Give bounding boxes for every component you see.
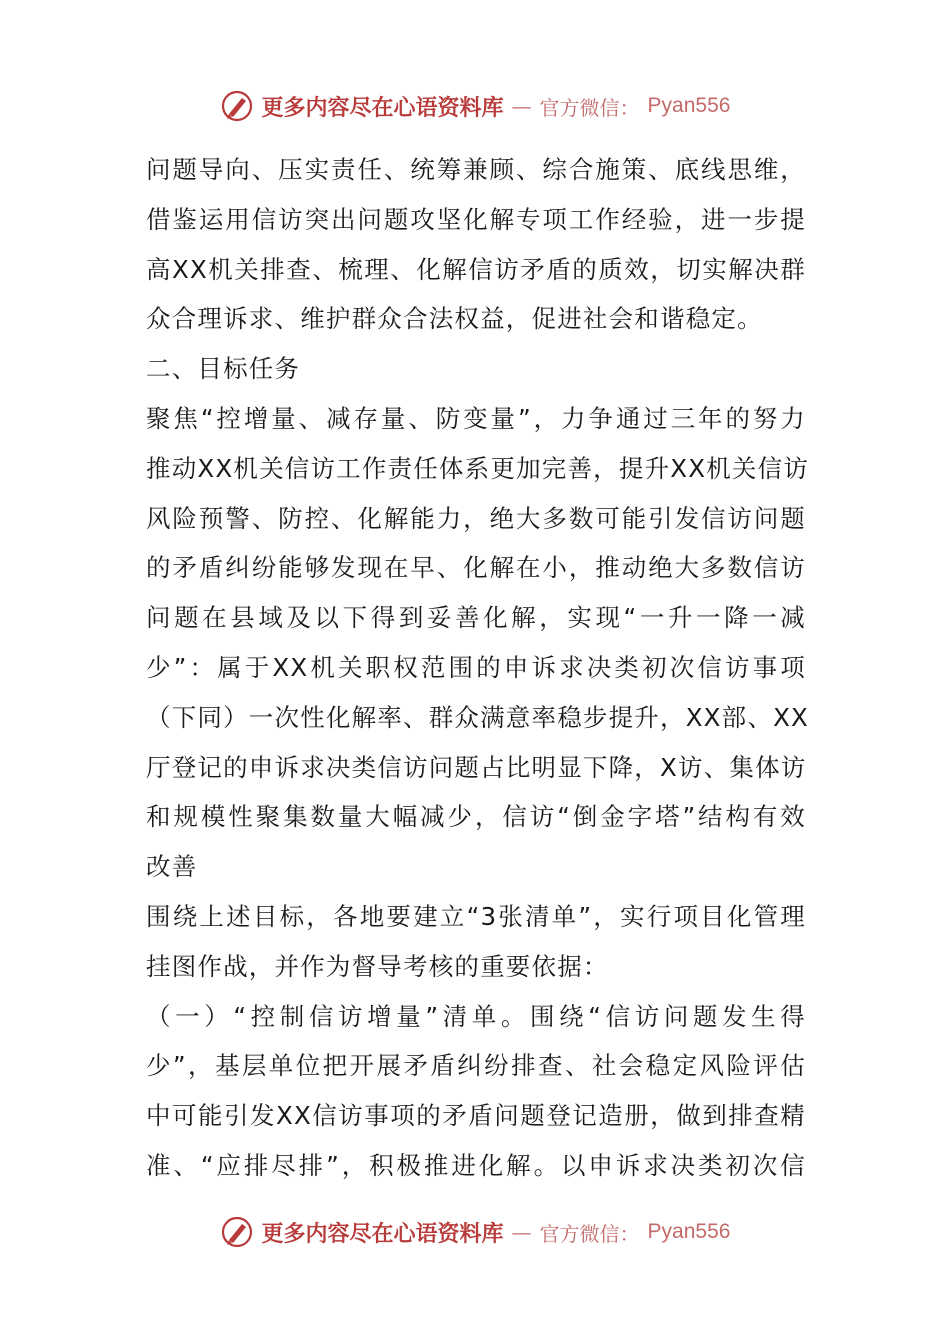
banner-separator: — (511, 1220, 532, 1244)
body-line: 聚焦“控增量、减存量、防变量”，力争通过三年的努力 (146, 403, 806, 433)
section-heading: 二、目标任务 (146, 354, 301, 384)
body-line: 挂图作战，并作为督导考核的重要依据： (146, 951, 609, 981)
body-line: 和规模性聚集数量大幅减少，信访“倒金字塔”结构有效 (146, 802, 806, 832)
body-line: 推动XX机关信访工作责任体系更加完善，提升XX机关信访 (146, 453, 810, 483)
body-line: 少”，基层单位把开展矛盾纠纷排查、社会稳定风险评估 (146, 1051, 806, 1081)
body-line: 风险预警、防控、化解能力，绝大多数可能引发信访问题 (146, 503, 806, 533)
banner-main-text: 更多内容尽在心语资料库 (261, 1220, 504, 1247)
body-line: 问题导向、压实责任、统筹兼顾、综合施策、底线思维， (146, 155, 806, 184)
body-line: 围绕上述目标，各地要建立“3张清单”，实行项目化管理 (146, 901, 806, 931)
banner-main-text: 更多内容尽在心语资料库 (261, 94, 504, 121)
body-line: （一）“控制信访增量”清单。围绕“信访问题发生得 (146, 1001, 806, 1031)
document-body (146, 145, 810, 1191)
body-line: 高XX机关排查、梳理、化解信访矛盾的质效，切实解决群 (146, 254, 806, 284)
body-line: 改善 (146, 852, 198, 882)
body-line: （下同）一次性化解率、群众满意率稳步提升，XX部、XX (146, 702, 810, 732)
body-line: 问题在县域及以下得到妥善化解，实现“一升一降一减 (146, 603, 806, 633)
banner-wechat-label: 官方微信： (539, 1221, 640, 1246)
banner-wechat-id: Pyan556 (647, 94, 731, 117)
header-banner (0, 84, 950, 128)
pen-logo-icon (220, 89, 254, 123)
pen-logo-icon (220, 1215, 254, 1249)
body-line: 中可能引发XX信访事项的矛盾问题登记造册，做到排查精 (146, 1101, 806, 1131)
body-line: 少”：属于XX机关职权范围的申诉求决类初次信访事项 (146, 652, 806, 682)
body-line: 准、“应排尽排”，积极推进化解。以申诉求决类初次信 (146, 1150, 806, 1180)
banner-wechat-id: Pyan556 (647, 1220, 731, 1243)
banner-separator: — (511, 94, 532, 118)
body-line: 借鉴运用信访突出问题攻坚化解专项工作经验，进一步提 (146, 204, 806, 234)
body-line: 的矛盾纠纷能够发现在早、化解在小，推动绝大多数信访 (146, 553, 806, 583)
body-line: 众合理诉求、维护群众合法权益，促进社会和谐稳定。 (146, 304, 763, 334)
footer-banner (0, 1210, 950, 1254)
body-line: 厅登记的申诉求决类信访问题占比明显下降，X访、集体访 (146, 752, 807, 782)
banner-wechat-label: 官方微信： (539, 95, 640, 120)
